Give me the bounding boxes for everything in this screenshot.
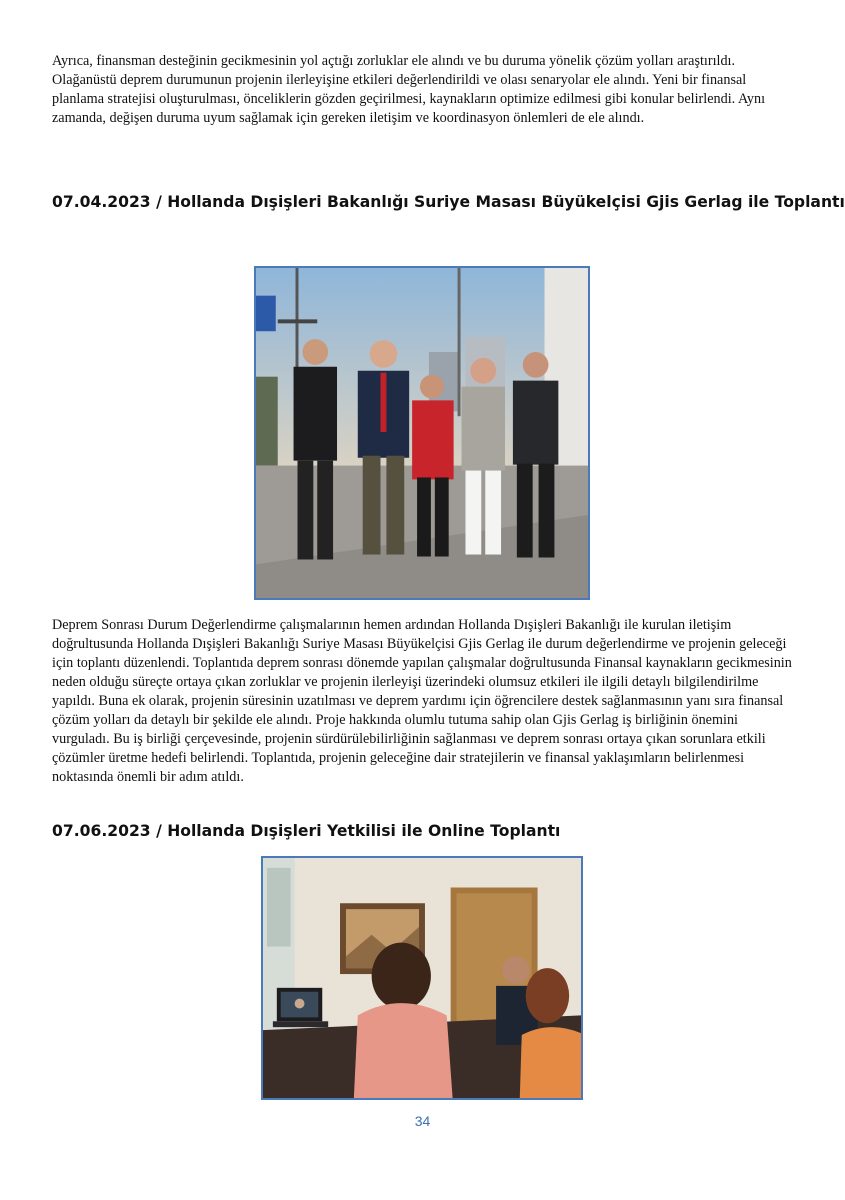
section-heading-meeting-ambassador: 07.04.2023 / Hollanda Dışişleri Bakanlığı Suriye Masası Büyükelçisi Gjis Gerlag ile Toplantı — [52, 193, 845, 211]
meeting-description-paragraph: Deprem Sonrası Durum Değerlendirme çalışmalarının hemen ardından Hollanda Dışişleri Bakanlığı ile kurulan iletişim doğrultusunda Hollanda Dışişleri Bakanlığı Suriye Masası Büyükelçisi Gjis Gerlag ile durum değerlendirme ve projenin geleceği için toplantı düzenlendi. Toplantıda deprem sonrası dönemde yapılan çalışmalar doğrultusunda Finansal kaynakların gecikmesinin neden olduğu süreçte ortaya çıkan zorluklar ve projenin ilerleyişi üzerindeki olumsuz etkileri ile ilgili detaylı bilgilendirilme yapıldı. Buna ek olarak, projenin süresinin uzatılması ve deprem yardımı için öğrencilere destek sağlanmasının yanı sıra finansal çözüm yolları da detaylı bir şekilde ele alındı. Proje hakkında olumlu tutuma sahip olan Gjis Gerlag iş birliğinin önemini vurguladı. Bu iş birliği çerçevesinde, projenin sürdürülebilirliğinin sağlanması ve deprem sonrası ortaya çıkan sorunlara etkili çözümler üretme hedefi belirlendi. Toplantıda, projenin geleceğine dair stratejilerin ve finansal yaklaşımların belirlenmesi noktasında önemli bir adım atıldı. — [52, 617, 792, 785]
group-photo — [254, 266, 590, 600]
section-heading-online-meeting: 07.06.2023 / Hollanda Dışişleri Yetkilisi ile Online Toplantı — [52, 822, 561, 840]
online-meeting-photo — [261, 856, 583, 1100]
intro-paragraph: Ayrıca, finansman desteğinin gecikmesinin yol açtığı zorluklar ele alındı ve bu duruma yönelik çözüm yolları araştırıldı. Olağanüstü deprem durumunun projenin ilerleyişine etkileri değerlendirildi ve olası senaryolar ele alındı. Yeni bir finansal planlama stratejisi oluşturulması, önceliklerin gözden geçirilmesi, kaynakların optimize edilmesi gibi konular belirlendi. Aynı zamanda, değişen duruma uyum sağlamak için gereken iletişim ve koordinasyon önlemleri de ele alındı. — [52, 53, 766, 126]
page-number: 34 — [414, 1113, 431, 1129]
